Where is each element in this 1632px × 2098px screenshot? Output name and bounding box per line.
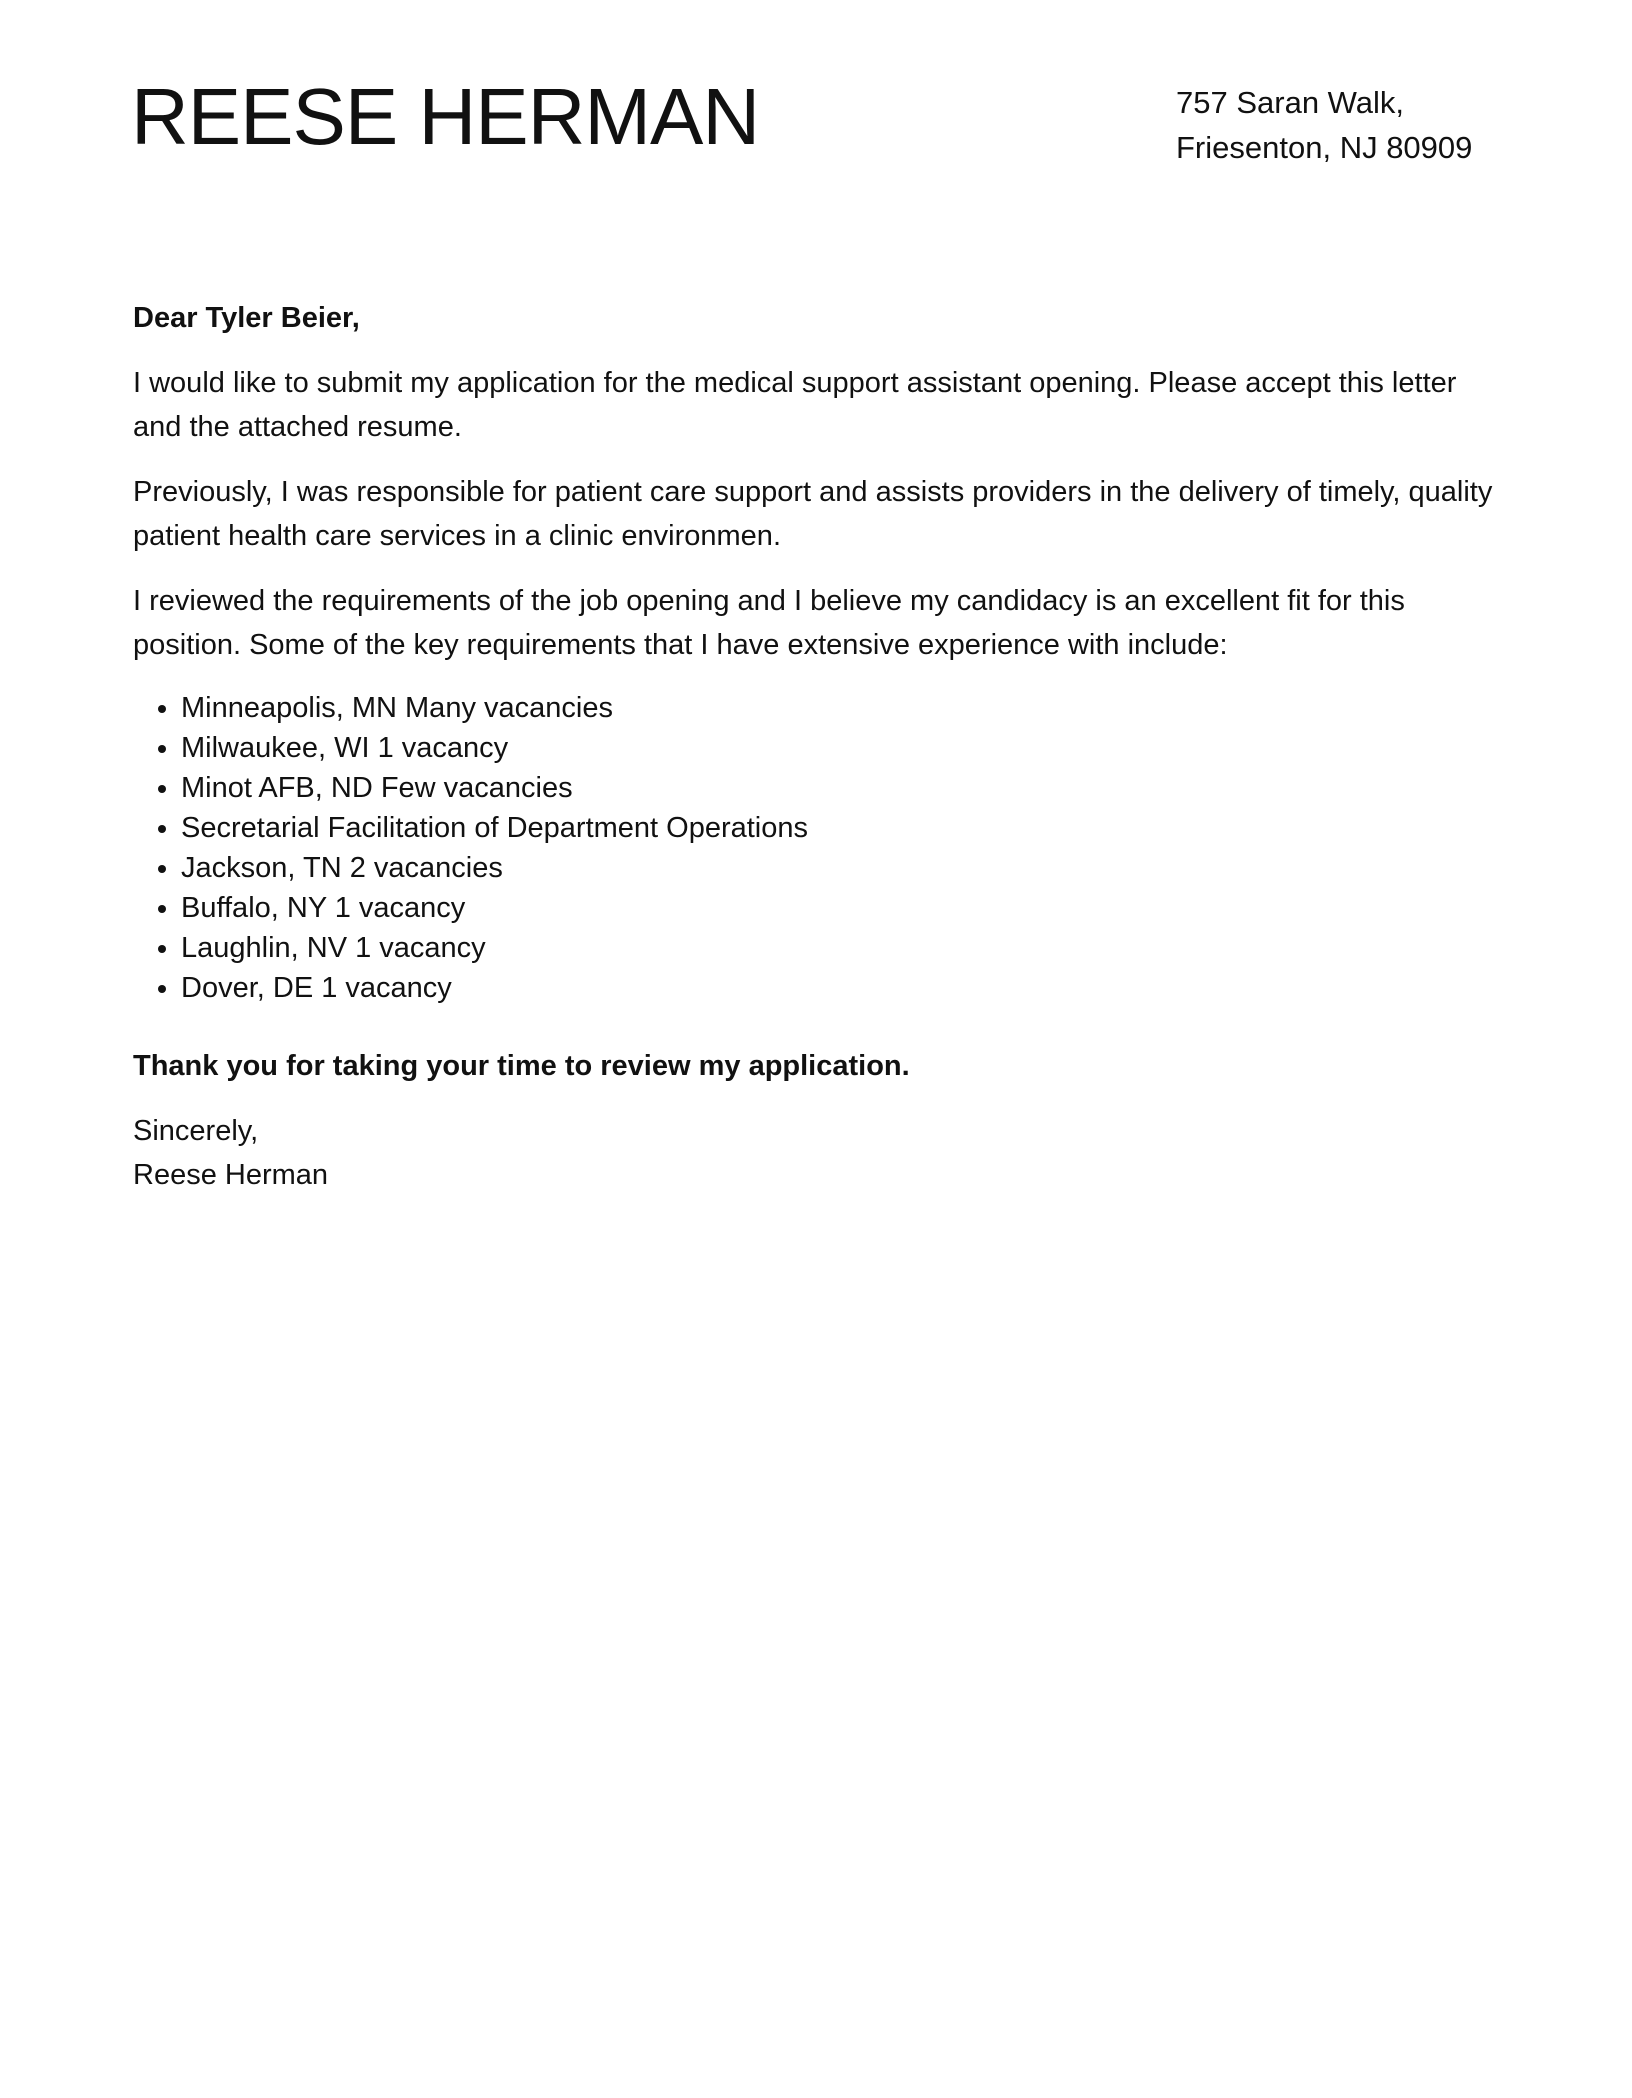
address [1176, 80, 1472, 170]
list-item: • Buffalo, NY 1 vacancy [181, 888, 1503, 928]
list-item: • Laughlin, NV 1 vacancy [181, 928, 1503, 968]
list-item: • Minot AFB, ND Few vacancies [181, 768, 1503, 808]
salutation: Dear Tyler Beier, [133, 302, 360, 334]
list-item: • Milwaukee, WI 1 vacancy [181, 728, 1503, 768]
list-item: • Dover, DE 1 vacancy [181, 968, 1503, 1008]
address-line-1: 757 Saran Walk, [1176, 85, 1405, 120]
letter-body [133, 296, 1503, 1197]
address-line-2: Friesenton, NJ 80909 [1176, 130, 1473, 165]
signature: Reese Herman [133, 1159, 329, 1191]
list-item: • Secretarial Facilitation of Department Operations [181, 808, 1503, 848]
requirements-list [133, 688, 1503, 1008]
signoff: Sincerely, [133, 1115, 259, 1147]
applicant-name: REESE HERMAN [131, 72, 760, 161]
list-item: • Jackson, TN 2 vacancies [181, 848, 1503, 888]
list-item: • Minneapolis, MN Many vacancies [181, 688, 1503, 728]
paragraph: I would like to submit my application for the medical support assistant opening. Please accept this letter and the attached resume. [133, 367, 1457, 443]
paragraph: I reviewed the requirements of the job opening and I believe my candidacy is an excellent fit for this position. Some of the key requirements that I have extensive experience with include: [133, 585, 1405, 661]
thank-you-line: Thank you for taking your time to review my application. [133, 1050, 910, 1082]
paragraph: Previously, I was responsible for patient care support and assists providers in the delivery of timely, quality patient health care services in a clinic environmen. [133, 476, 1493, 552]
